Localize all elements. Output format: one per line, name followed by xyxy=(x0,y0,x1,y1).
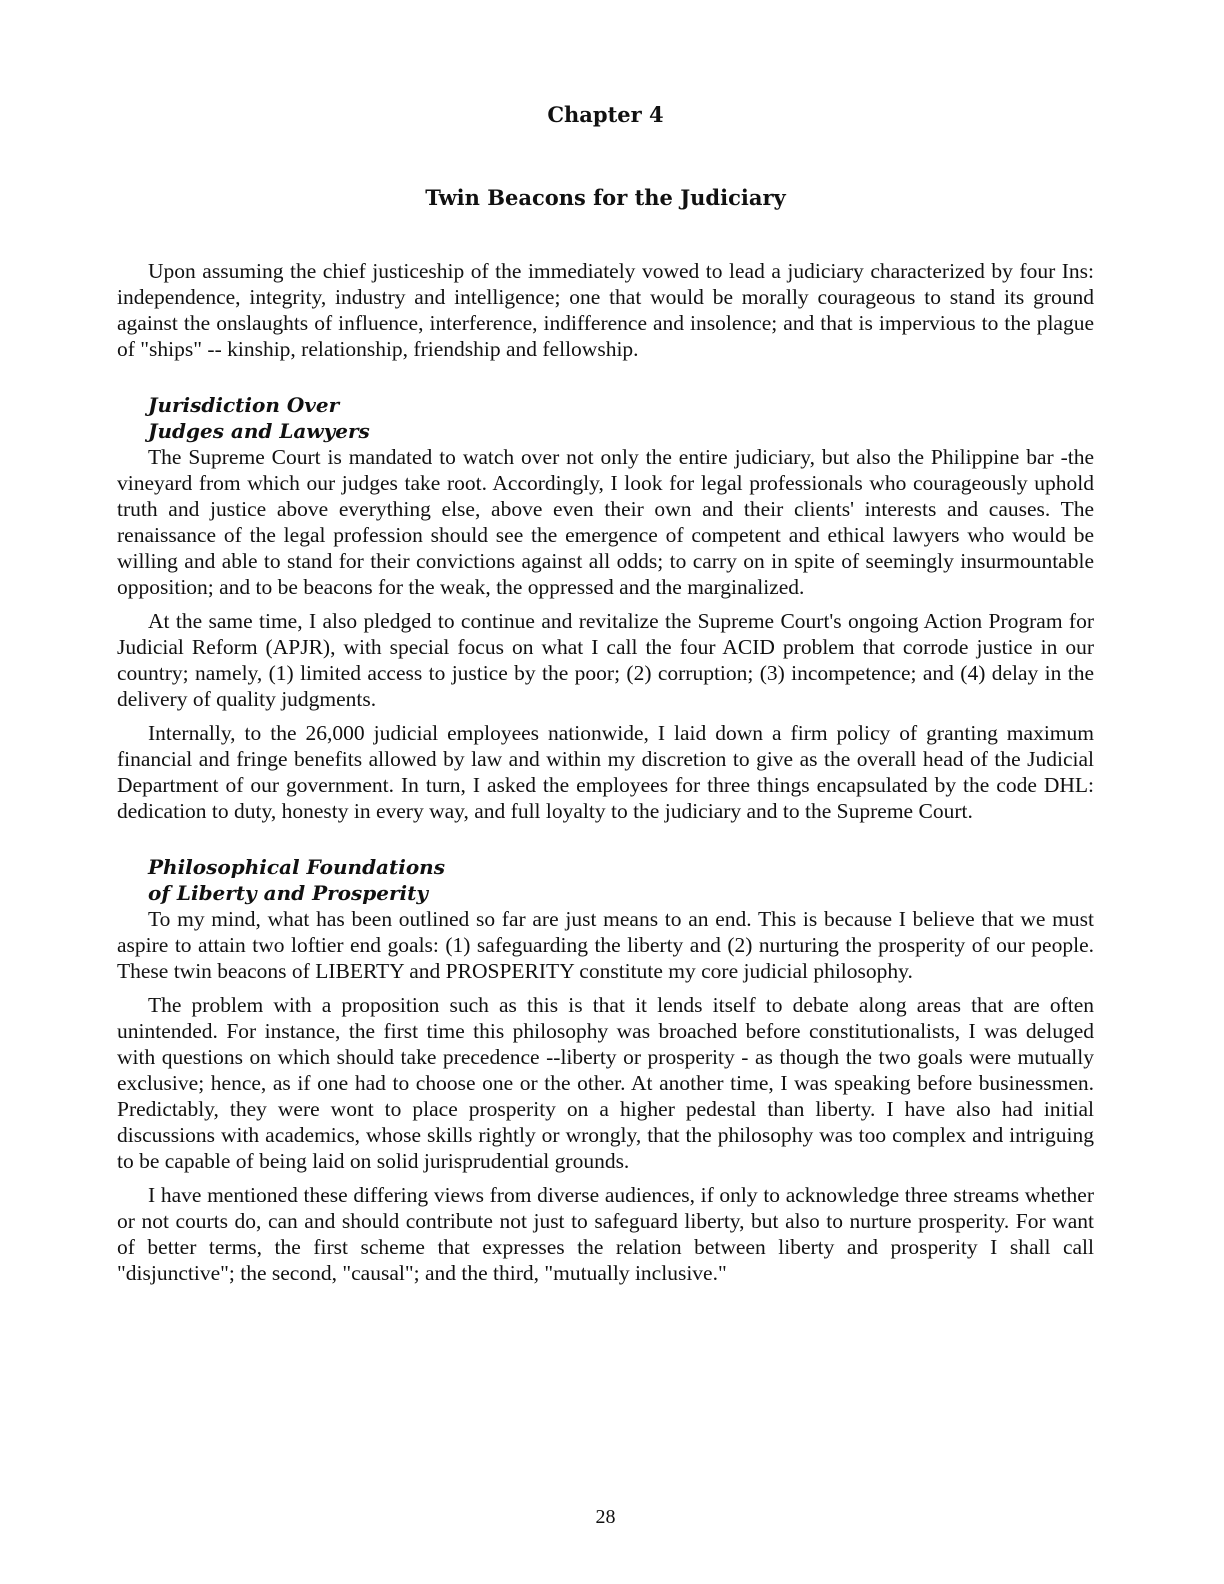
section-heading-jurisdiction xyxy=(117,392,1094,444)
intro-paragraph: Upon assuming the chief justiceship of the immediately vowed to lead a judiciary characterized by four Ins: independence, integrity, industry and intelligence; one that would be morally courageous to stand its ground against the onslaughts of influence, interference, indifference and insolence; and that is impervious to the plague of "ships" -- kinship, relationship, friendship and fellowship. xyxy=(117,259,1094,361)
section-heading-line: of Liberty and Prosperity xyxy=(148,881,428,905)
body-paragraph: I have mentioned these differing views from diverse audiences, if only to acknowledge three streams whether or not courts do, can and should contribute not just to safeguard liberty, but also to nurture prosperity. For want of better terms, the first scheme that expresses the relation between liberty and prosperity I shall call "disjunctive"; the second, "causal"; and the third, "mutually inclusive." xyxy=(117,1183,1094,1285)
section-heading-line: Judges and Lawyers xyxy=(148,419,370,443)
body-text xyxy=(117,258,1094,1294)
page-number: 28 xyxy=(595,1506,616,1528)
body-paragraph: The Supreme Court is mandated to watch over not only the entire judiciary, but also the Philippine bar -the vineyard from which our judges take root. Accordingly, I look for legal professionals who courageously uphold truth and justice above everything else, above even their own and their clients' interests and causes. The renaissance of the legal profession should see the emergence of competent and ethical lawyers who would be willing and able to stand for their convictions against all odds; to carry on in spite of seemingly insurmountable opposition; and to be beacons for the weak, the oppressed and the marginalized. xyxy=(117,445,1094,599)
body-paragraph: The problem with a proposition such as this is that it lends itself to debate along areas that are often unintended. For instance, the first time this philosophy was broached before constitutionalists, I was deluged with questions on which should take precedence --liberty or prosperity - as though the two goals were mutually exclusive; hence, as if one had to choose one or the other. At another time, I was speaking before businessmen. Predictably, they were wont to place prosperity on a higher pedestal than liberty. I have also had initial discussions with academics, whose skills rightly or wrongly, that the philosophy was too complex and intriguing to be capable of being laid on solid jurisprudential grounds. xyxy=(117,993,1094,1173)
document-page xyxy=(117,0,1094,1584)
body-paragraph: Internally, to the 26,000 judicial employees nationwide, I laid down a firm policy of granting maximum financial and fringe benefits allowed by law and within my discretion to give as the overall head of the Judicial Department of our government. In turn, I asked the employees for three things encapsulated by the code DHL: dedication to duty, honesty in every way, and full loyalty to the judiciary and to the Supreme Court. xyxy=(117,721,1094,823)
chapter-title: Twin Beacons for the Judiciary xyxy=(425,185,786,210)
body-paragraph: To my mind, what has been outlined so far are just means to an end. This is because I believe that we must aspire to attain two loftier end goals: (1) safeguarding the liberty and (2) nurturing the prosperity of our people. These twin beacons of LIBERTY and PROSPERITY constitute my core judicial philosophy. xyxy=(117,907,1094,983)
body-paragraph: At the same time, I also pledged to continue and revitalize the Supreme Court's ongoing Action Program for Judicial Reform (APJR), with special focus on what I call the four ACID problem that corrode justice in our country; namely, (1) limited access to justice by the poor; (2) corruption; (3) incompetence; and (4) delay in the delivery of quality judgments. xyxy=(117,609,1094,711)
section-heading-line: Jurisdiction Over xyxy=(148,393,340,417)
chapter-label: Chapter 4 xyxy=(547,102,664,127)
section-heading-philosophical xyxy=(117,854,1094,906)
section-heading-line: Philosophical Foundations xyxy=(148,855,445,879)
